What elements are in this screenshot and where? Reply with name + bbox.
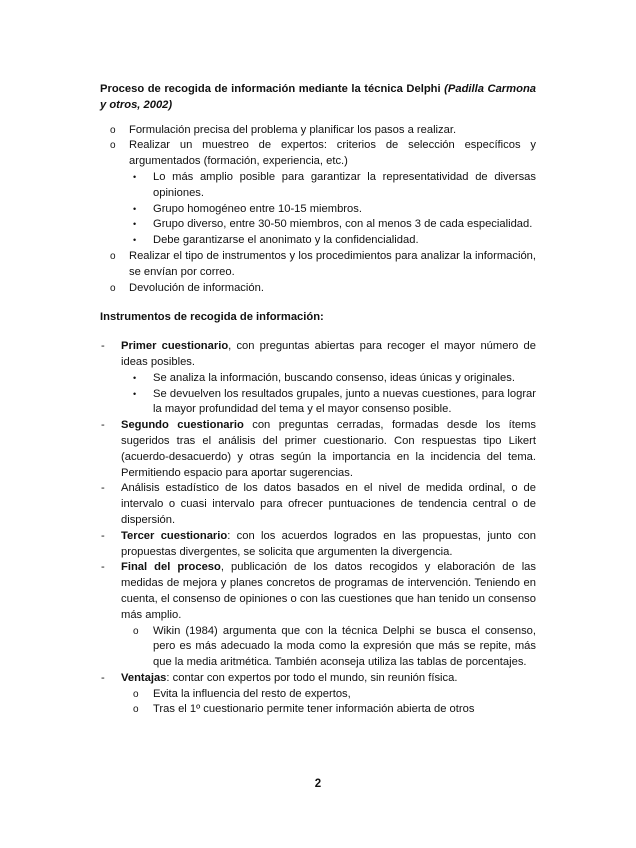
list-item [100,138,536,170]
list-marker: o [133,688,139,700]
list-item-term: Segundo cuestionario [121,419,244,432]
dash-marker: - [101,419,105,432]
list-item [100,418,536,481]
sub-list-item [100,624,536,671]
list-marker: o [110,282,116,294]
list-item-body: : contar con expertos por todo el mundo, sin reunión física. [166,671,458,684]
sub-list-item-text: Lo más amplio posible para garantizar la representatividad de diversas opiniones. [153,170,536,199]
sub-list-item [100,202,536,218]
dash-marker: - [101,561,105,574]
list-marker: o [110,250,116,262]
list-item-term: Tercer cuestionario [121,529,228,542]
sub-list-item [100,371,536,387]
page-number: 2 [314,778,322,790]
sub-list-item [100,170,536,202]
sub-list-item [100,387,536,419]
list-item [100,281,536,297]
list-item-text: Análisis estadístico de los datos basados en el nivel de medida ordinal, o de intervalo o cuasi intervalo para ofrecer puntuaciones de tendencia central o de dispersión. [121,482,536,526]
list-item-text [121,560,536,623]
list-marker: o [110,124,116,136]
section-heading-delphi [100,82,536,114]
sub-list-item-text: Grupo diverso, entre 30-50 miembros, con al menos 3 de cada especialidad. [153,218,533,231]
list-item-term: Final del proceso [121,561,221,574]
list-item [100,529,536,561]
list-item-text [121,339,536,371]
list-marker: o [133,704,139,716]
dash-marker: - [101,340,105,353]
list-item-text: Formulación precisa del problema y planificar los pasos a realizar. [129,123,457,136]
section-heading-instrumentos: Instrumentos de recogida de información: [100,311,324,324]
dash-marker: - [101,671,105,684]
list-item-text: Devolución de información. [129,281,264,294]
list-item-body: , publicación de los datos recogidos y elaboración de las medidas de mejora y planes concretos de programas de intervención. Teniendo en cuenta, el consenso de opiniones o con las cuestiones que han tenido un consenso más amplio. [121,561,536,621]
list-item [100,671,536,687]
sub-list-item-text: Evita la influencia del resto de expertos, [153,687,351,700]
list-item [100,481,536,528]
page-content [100,82,536,718]
bullet-icon: • [133,219,137,230]
bullet-icon: • [133,372,137,383]
sub-list-item [100,233,536,249]
list-item-text: Realizar el tipo de instrumentos y los procedimientos para analizar la información, se envían por correo. [129,249,536,278]
list-item-term: Ventajas [121,671,167,684]
list-marker: o [133,625,139,637]
list-item [100,123,536,139]
list-item-text: Realizar un muestreo de expertos: criterios de selección específicos y argumentados (formación, experiencia, etc.) [129,139,536,168]
sub-list-item-text: Grupo homogéneo entre 10-15 miembros. [153,202,362,215]
list-marker: o [110,140,116,152]
sub-list-item-text: Tras el 1º cuestionario permite tener información abierta de otros [153,703,475,716]
sub-list-item-text: Se devuelven los resultados grupales, junto a nuevas cuestiones, para lograr la mayor profundidad del tema y el mayor consenso posible. [153,387,536,416]
list-item-text [121,671,536,687]
list-item [100,560,536,623]
bullet-icon: • [133,203,137,214]
heading-text: Proceso de recogida de información mediante la técnica Delphi [100,83,445,95]
sub-list-item-text: Se analiza la información, buscando consenso, ideas únicas y originales. [153,371,515,384]
bullet-icon: • [133,171,137,182]
list-item-body: , con preguntas abiertas para recoger el mayor número de ideas posibles. [121,340,537,368]
sub-list-item-text: Wikin (1984) argumenta que con la técnica Delphi se busca el consenso, pero es más adecuado la moda como la expresión que más se repite, más que la media aritmética. También aconseja utiliza las tablas de porcentajes. [153,624,536,669]
bullet-icon: • [133,235,137,246]
list-item-term: Primer cuestionario [121,340,229,353]
bullet-icon: • [133,388,137,399]
dash-marker: - [101,482,105,495]
dash-marker: - [101,529,105,542]
sub-list-item [100,702,536,718]
sub-list-item-text: Debe garantizarse el anonimato y la confidencialidad. [153,234,419,247]
list-item [100,339,536,371]
sub-list-item [100,217,536,233]
sub-list-item [100,687,536,703]
heading-citation: (Padilla Carmona y otros, 2002) [100,83,536,111]
list-item-text [121,418,536,481]
list-item [100,249,536,281]
list-item-body: : con los acuerdos logrados en las propuestas, junto con propuestas divergentes, se solicita que argumenten la divergencia. [121,529,536,558]
list-item-body: con preguntas cerradas, formadas desde los ítems sugeridos tras el análisis del primer cuestionario. Con respuestas tipo Likert (acuerdo-desacuerdo) y otras según la importancia en la incidencia del tema. Permitiendo espacio para aportar sugerencias. [121,419,536,479]
list-item-text [121,529,536,561]
